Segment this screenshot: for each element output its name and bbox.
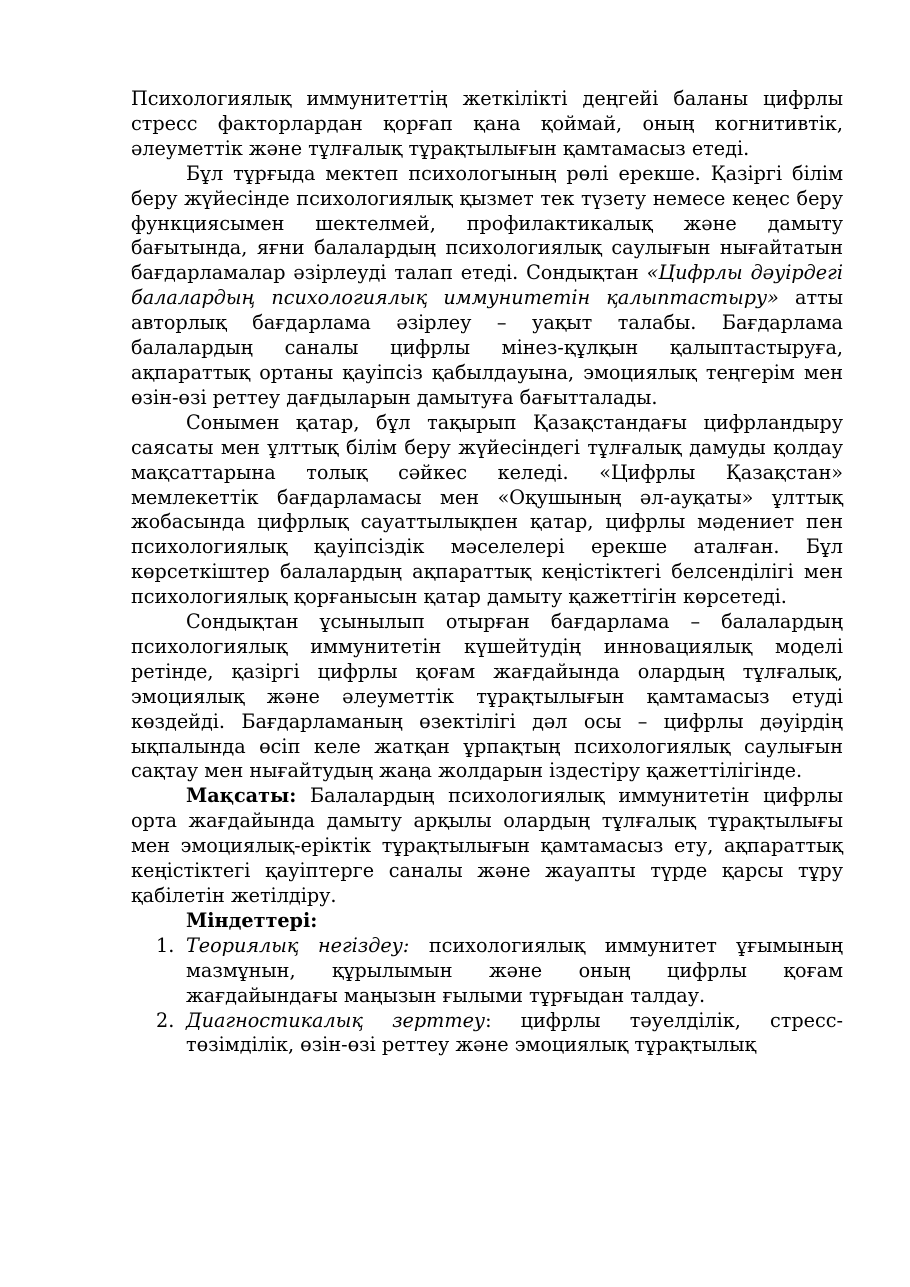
task-number: 2. <box>156 1008 175 1032</box>
goal-label: Мақсаты: <box>186 784 297 808</box>
paragraph-goal <box>131 784 843 909</box>
tasks-list <box>131 934 843 1059</box>
document-page <box>131 87 843 1058</box>
task-item <box>131 934 843 1009</box>
task-number: 1. <box>156 933 175 957</box>
paragraph-immunity-level: Психологиялық иммунитеттің жеткілікті деңгейі баланы цифрлы стресс факторлардан қорғап қана қоймай, оның когнитивтік, әлеуметтік және тұлғалық тұрақтылығын қамтамасыз етеді. <box>131 87 843 160</box>
task-item <box>131 1009 843 1059</box>
goal-text: Балалардың психологиялық иммунитетін цифрлы орта жағдайында дамыту арқылы олардың тұлғалық тұрақтылығы мен эмоциялық-еріктік тұрақтылығын қамтамасыз ету, ақпараттық кеңістіктегі қауіптерге саналы және жауапты түрде қарсы тұру қабілетін жетілдіру. <box>131 784 843 907</box>
paragraph-program-relevance: Сондықтан ұсынылып отырған бағдарлама – балалардың психологиялық иммунитетін күшейтудің инновациялық моделі ретінде, қазіргі цифрлы қоғам жағдайында олардың тұлғалық, эмоциялық және әлеуметтік тұрақтылығын қамтамасыз етуді көздейді. Бағдарламаның өзектілігі дәл осы – цифрлы дәуірдің ықпалында өсіп келе жатқан ұрпақтың психологиялық саулығын сақтау мен нығайтудың жаңа жолдарын іздестіру қажеттілігінде. <box>131 610 843 783</box>
paragraph-digitalization-policy: Сонымен қатар, бұл тақырып Қазақстандағы цифрландыру саясаты мен ұлттық білім беру жүйесіндегі тұлғалық дамуды қолдау мақсаттарына толық сәйкес келеді. «Цифрлы Қазақстан» мемлекеттік бағдарламасы мен «Оқушының әл-ауқаты» ұлттық жобасында цифрлық сауаттылықпен қатар, цифрлы мәдениет пен психологиялық қауіпсіздік мәселелері ерекше аталған. Бұл көрсеткіштер балалардың ақпараттық кеңістіктегі белсенділігі мен психологиялық қорғанысын қатар дамыту қажеттігін көрсетеді. <box>131 410 843 609</box>
task-text: психологиялық иммунитет ұғымының мазмұнын, құрылымын және оның цифрлы қоғам жағдайындағы маңызын ғылыми тұрғыдан талдау. <box>186 933 843 1007</box>
paragraph-school-psychologist-role <box>131 162 843 411</box>
task-text: : цифрлы тәуелділік, стресс-төзімділік, өзін-өзі реттеу және эмоциялық тұрақтылық <box>186 1008 844 1057</box>
paragraph-text-before-title: Бұл тұрғыда мектеп психологының рөлі ерекше. Қазіргі білім беру жүйесінде психологиялық қызмет тек түзету немесе кеңес беру функциясымен шектелмей, профилактикалық және дамыту бағытында, яғни балалардың психологиялық саулығын нығайтатын бағдарламалар әзірлеуді талап етеді. Сондықтан <box>131 161 843 285</box>
program-title: «Цифрлы дәуірдегі балалардың психологиялық иммунитетін қалыптастыру» <box>131 261 843 310</box>
task-title: Теориялық негіздеу: <box>186 933 410 957</box>
tasks-heading: Міндеттері: <box>186 908 318 932</box>
task-title: Диагностикалық зерттеу <box>186 1008 486 1032</box>
paragraph-text-after-title: атты авторлық бағдарлама әзірлеу – уақыт талабы. Бағдарлама балалардың саналы цифрлы мінез-құлқын қалыптастыруға, ақпараттық ортаны қауіпсіз қабылдауына, эмоциялық теңгерім мен өзін-өзі реттеу дағдыларын дамытуға бағытталады. <box>131 286 843 409</box>
